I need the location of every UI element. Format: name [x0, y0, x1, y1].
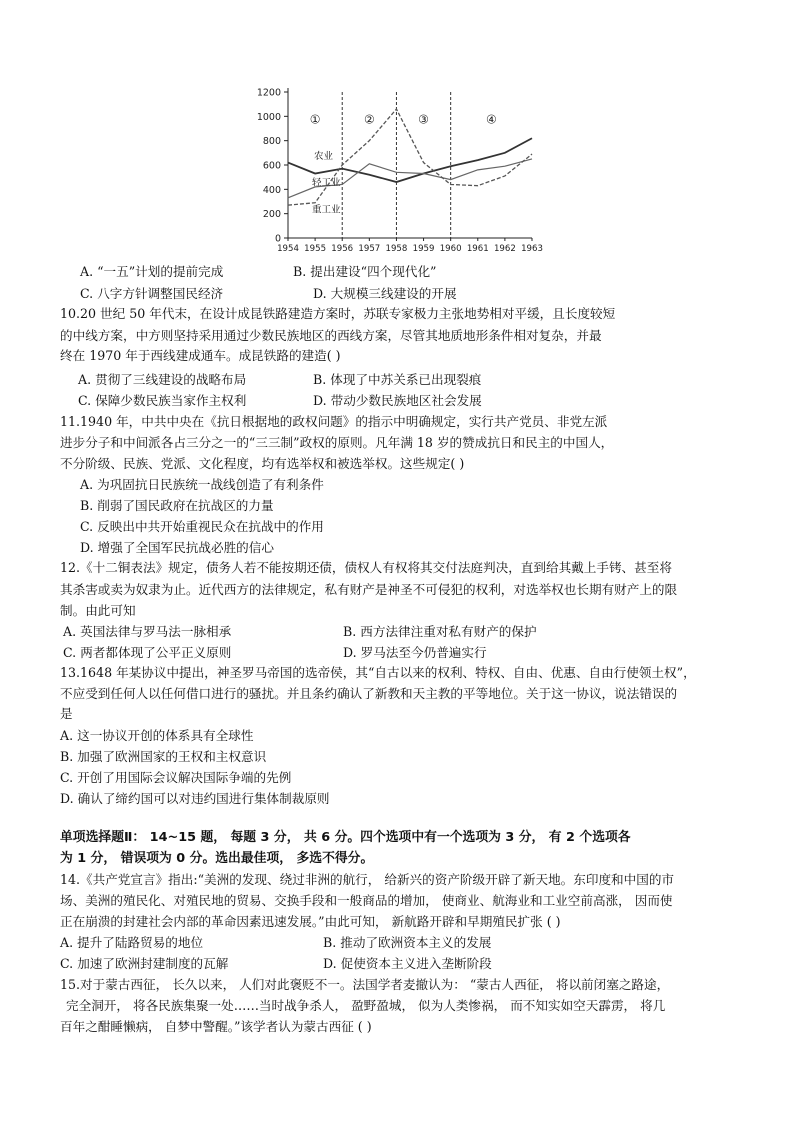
q10-stem-line: 的中线方案，中方则坚持采用通过少数民族地区的西线方案，尽管其地质地形条件相对复杂，并最: [60, 328, 602, 343]
q9-option-a[interactable]: A. “一五”计划的提前完成: [80, 264, 224, 279]
x-tick-label: 1958: [385, 244, 408, 254]
q11-option-c[interactable]: C. 反映出中共开始重视民众在抗战中的作用: [80, 519, 324, 534]
q13-stem-line: 13.1648 年某协议中提出，神圣罗马帝国的选帝侯，其“自古以来的权利、特权、自由、优惠、自由行使领土权”，: [60, 665, 696, 680]
q11-stem-line: 进步分子和中间派各占三分之一的“三三制”政权的原则。凡年满 18 岁的赞成抗日和民主的中国人，: [60, 435, 614, 450]
y-tick-label: 400: [262, 184, 281, 196]
q11-stem-line: 11.1940 年，中共中央在《抗日根据地的政权问题》的指示中明确规定，实行共产党员、非党左派: [60, 414, 608, 429]
q12-option-a[interactable]: A. 英国法律与罗马法一脉相承: [63, 624, 232, 639]
x-tick-label: 1956: [331, 244, 354, 254]
q11-option-d[interactable]: D. 增强了全国军民抗战必胜的信心: [80, 540, 274, 555]
period-label: ②: [363, 112, 375, 127]
q12-option-c[interactable]: C. 两者都体现了公平正义原则: [63, 645, 232, 660]
q13-stem-line: 是: [60, 706, 73, 721]
section-heading: 为 1 分， 错误项为 0 分。选出最佳项， 多选不得分。: [60, 851, 374, 866]
q11-option-b[interactable]: B. 削弱了国民政府在抗战区的力量: [80, 498, 274, 513]
q14-stem-line: 场、美洲的殖民化、对殖民地的贸易、交换手段和一般商品的增加， 使商业、航海业和工业空前高涨， 因而使: [60, 893, 673, 908]
q14-stem-line: 正在崩溃的封建社会内部的革命因素迅速发展。”由此可知， 新航路开辟和早期殖民扩张 ( ): [60, 914, 561, 929]
q10-option-c[interactable]: C. 保障少数民族当家作主权利: [78, 393, 247, 408]
x-tick-label: 1960: [439, 244, 462, 254]
q9-option-c[interactable]: C. 八字方针调整国民经济: [80, 286, 224, 301]
q13-option-c[interactable]: C. 开创了用国际会议解决国际争端的先例: [60, 770, 292, 785]
q14-stem-line: 14.《共产党宣言》指出:“美洲的发现、绕过非洲的航行， 给新兴的资产阶级开辟了新天地。东印度和中国的市: [60, 872, 675, 887]
x-tick-label: 1959: [412, 244, 435, 254]
q13-option-a[interactable]: A. 这一协议开创的体系具有全球性: [60, 728, 254, 743]
q10-option-b[interactable]: B. 体现了中苏关系已出现裂痕: [313, 372, 482, 387]
q9-option-d[interactable]: D. 大规模三线建设的开展: [313, 286, 457, 301]
period-label: ④: [485, 112, 497, 127]
y-tick-label: 1000: [256, 111, 281, 123]
x-tick-label: 1955: [304, 244, 327, 254]
q12-stem-line: 12.《十二铜表法》规定，债务人若不能按期还债，债权人有权将其交付法庭判决，直到给其戴上手铐、甚至将: [60, 560, 672, 575]
period-label: ③: [418, 112, 429, 127]
q13-option-d[interactable]: D. 确认了缔约国可以对违约国进行集体制裁原则: [60, 791, 330, 806]
q14-option-b[interactable]: B. 推动了欧洲资本主义的发展: [323, 935, 492, 950]
q10-option-a[interactable]: A. 贯彻了三线建设的战略布局: [78, 372, 247, 387]
y-tick-label: 200: [262, 209, 281, 221]
y-tick-label: 800: [262, 136, 281, 148]
series-label: 重工业: [312, 204, 341, 216]
q10-option-d[interactable]: D. 带动少数民族地区社会发展: [313, 393, 482, 408]
q12-stem-line: 制。由此可知: [60, 603, 136, 618]
x-tick-label: 1962: [493, 244, 516, 254]
q12-option-d[interactable]: D. 罗马法至今仍普遍实行: [343, 645, 487, 660]
period-label: ①: [309, 112, 321, 127]
economy-line-chart: [255, 82, 555, 257]
x-tick-label: 1957: [358, 244, 381, 254]
q12-stem-line: 其杀害或卖为奴隶为止。近代西方的法律规定，私有财产是神圣不可侵犯的权利，对选举权也长期有财产上的限: [60, 582, 678, 597]
q10-stem-line: 10.20 世纪 50 年代末，在设计成昆铁路建造方案时，苏联专家极力主张地势相对平缓，且长度较短: [60, 306, 616, 321]
q11-option-a[interactable]: A. 为巩固抗日民族统一战线创造了有利条件: [80, 477, 324, 492]
series-label: 轻工业: [312, 177, 341, 189]
y-tick-label: 1200: [256, 87, 281, 99]
q14-option-c[interactable]: C. 加速了欧洲封建制度的瓦解: [60, 956, 229, 971]
x-tick-label: 1954: [277, 244, 299, 254]
q15-stem-line: 15.对于蒙古西征， 长久以来， 人们对此褒贬不一。法国学者麦撤认为： “蒙古人西征， 将以前闭塞之路途，: [60, 977, 670, 992]
q10-stem-line: 终在 1970 年于西线建成通车。成昆铁路的建造( ): [60, 348, 341, 363]
x-tick-label: 1961: [466, 244, 489, 254]
q15-stem-line: 完全洞开， 将各民族集聚一处……当时战争杀人， 盈野盈城， 似为人类惨祸， 而不知实如空天霹雳， 将几: [66, 998, 666, 1013]
y-tick-label: 600: [262, 160, 281, 172]
x-tick-label: 1963: [521, 244, 543, 254]
y-tick-label: 0: [274, 233, 281, 245]
series-label: 农业: [314, 150, 334, 162]
q9-option-b[interactable]: B. 提出建设“四个现代化”: [293, 264, 437, 279]
q15-stem-line: 百年之酣睡懒病， 自梦中警醒。”该学者认为蒙古西征 ( ): [60, 1019, 372, 1034]
q14-option-d[interactable]: D. 促使资本主义进入垄断阶段: [323, 956, 492, 971]
q13-stem-line: 不应受到任何人以任何借口进行的骚扰。并且条约确认了新教和天主教的平等地位。关于这一协议，说法错误的: [60, 686, 678, 701]
q12-option-b[interactable]: B. 西方法律注重对私有财产的保护: [343, 624, 537, 639]
q14-option-a[interactable]: A. 提升了陆路贸易的地位: [60, 935, 204, 950]
section-heading: 单项选择题Ⅱ： 14~15 题， 每题 3 分， 共 6 分。四个选项中有一个选项为 3 分， 有 2 个选项各: [60, 830, 631, 845]
q13-option-b[interactable]: B. 加强了欧洲国家的王权和主权意识: [60, 749, 267, 764]
q11-stem-line: 不分阶级、民族、党派、文化程度，均有选举权和被选举权。这些规定( ): [60, 456, 465, 471]
